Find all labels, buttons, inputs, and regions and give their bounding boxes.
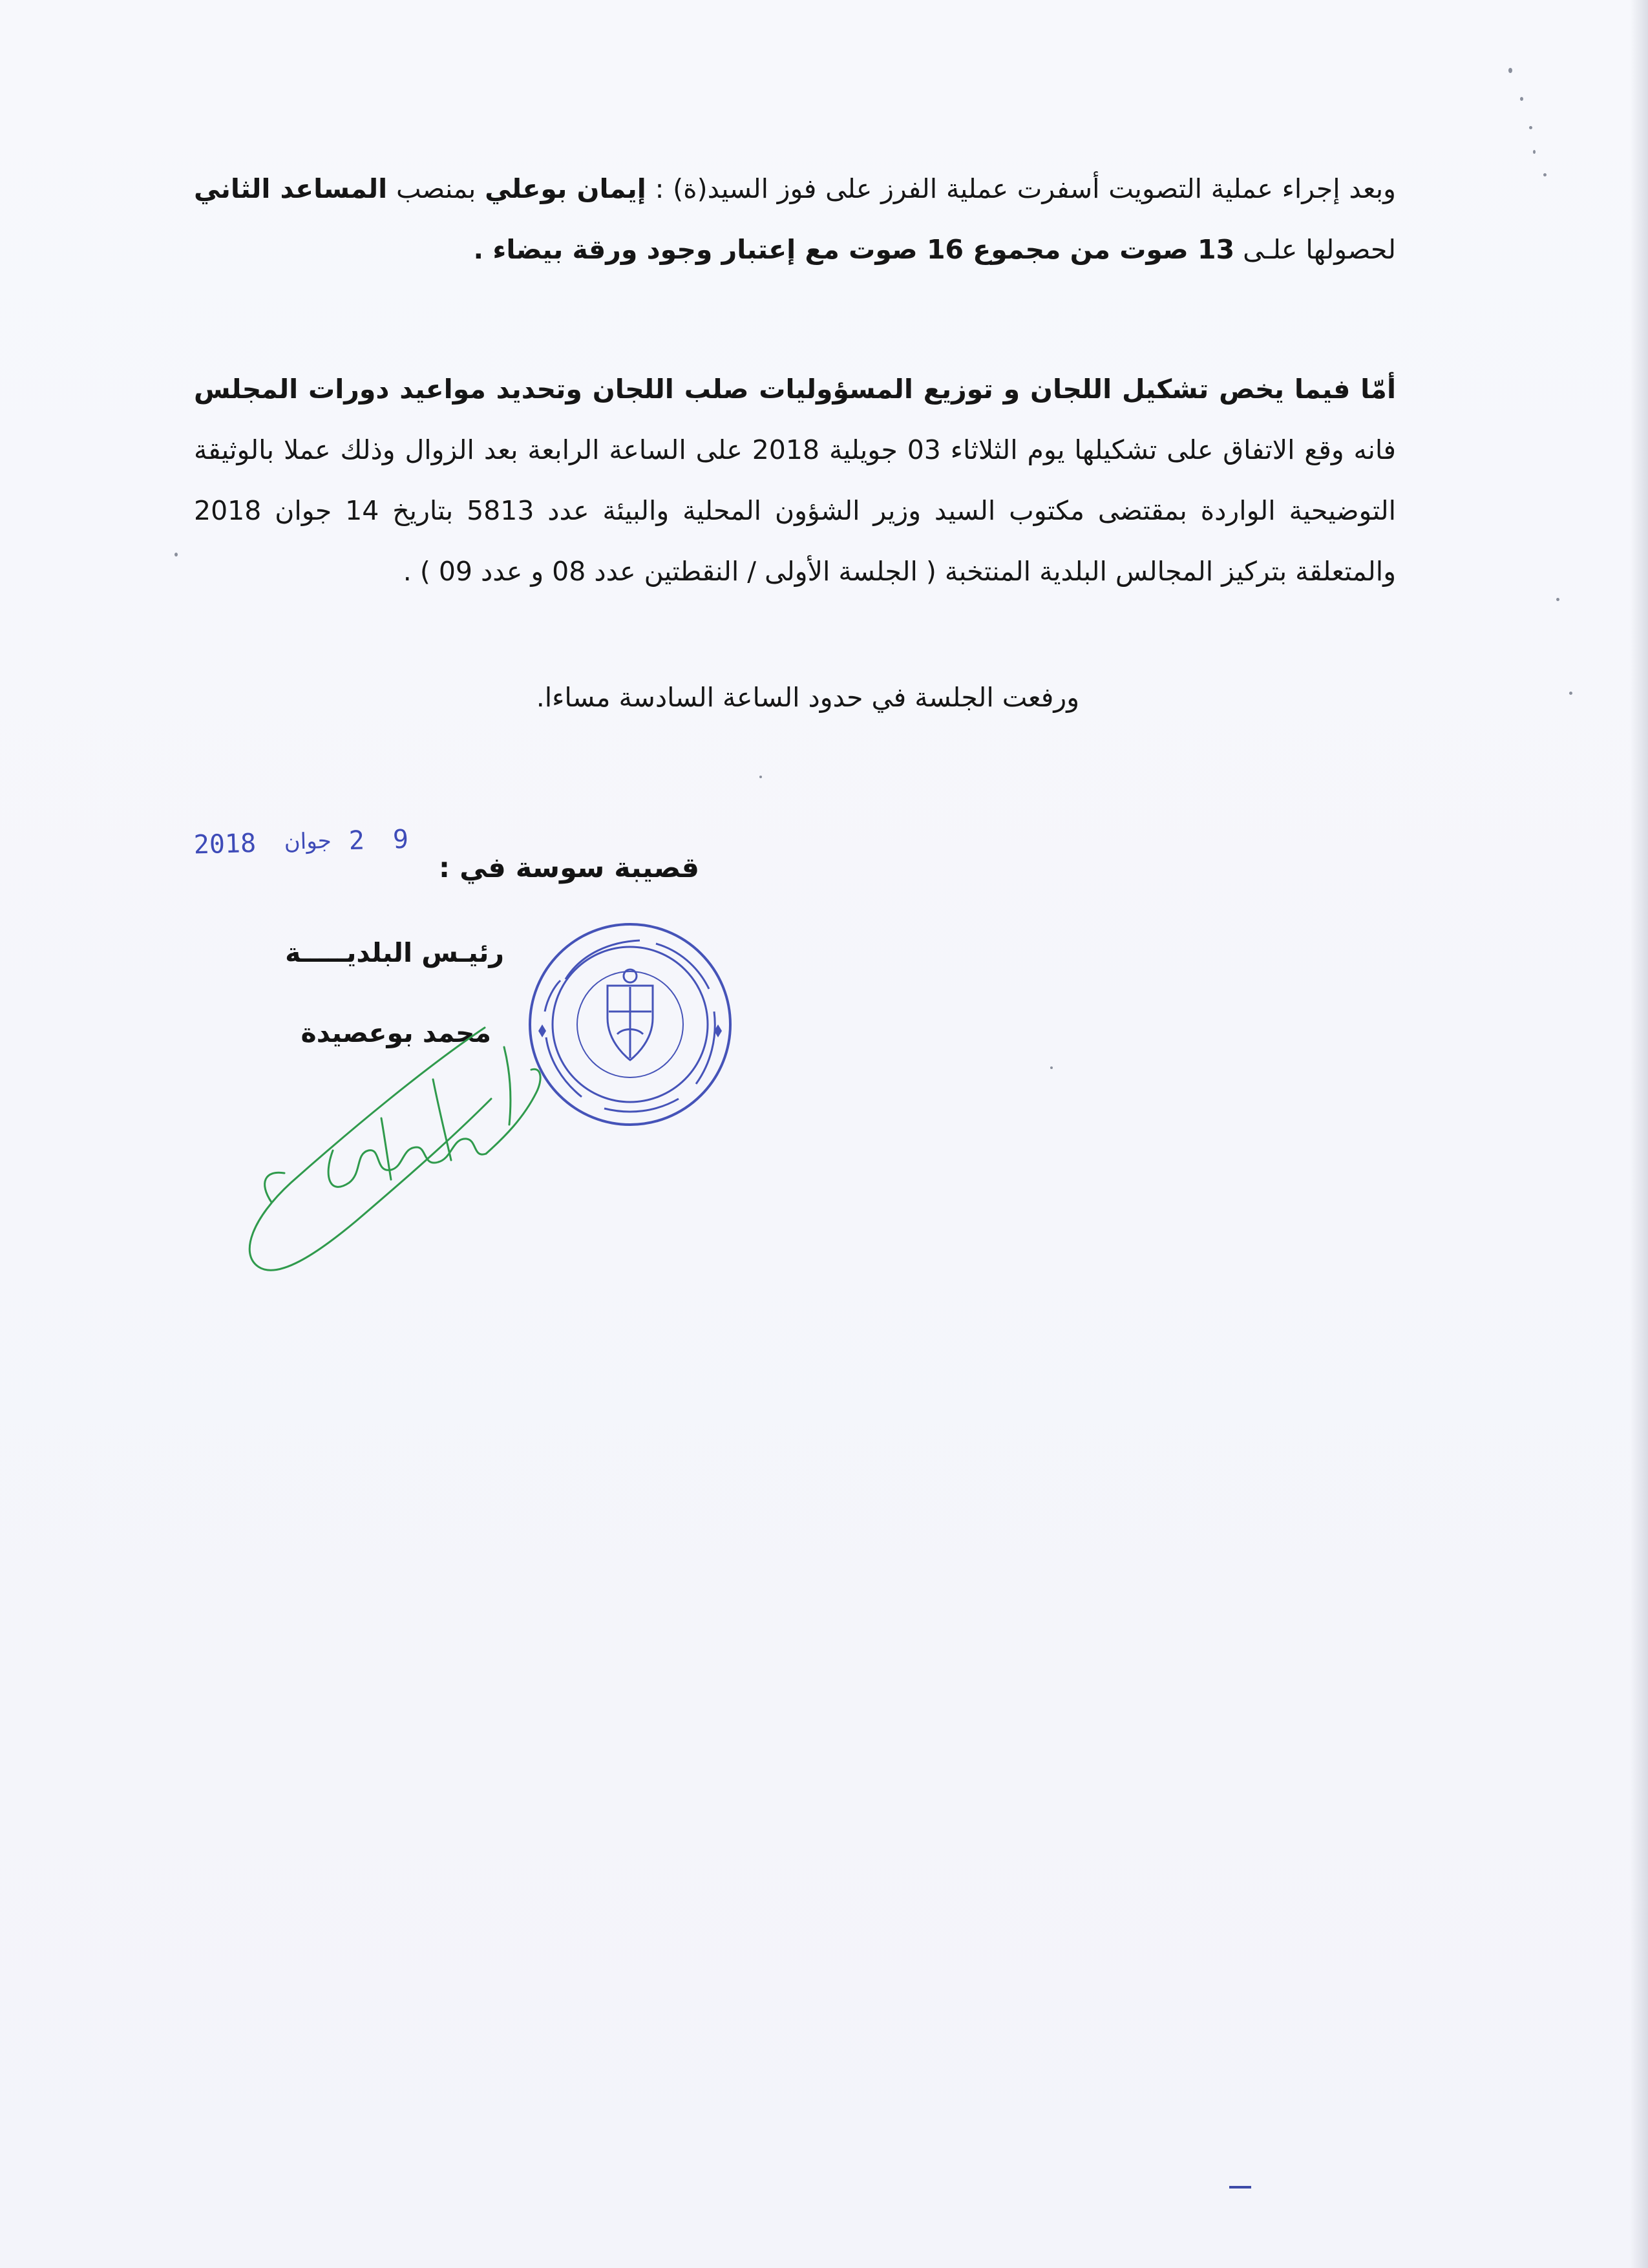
scan-speck bbox=[1543, 173, 1547, 176]
page-edge-shadow bbox=[1630, 0, 1648, 2268]
mayor-name: محمد بوعصيدة bbox=[301, 1017, 491, 1048]
date-stamp-year: 2018 bbox=[193, 828, 257, 860]
scan-speck bbox=[1569, 692, 1572, 695]
scan-speck bbox=[1508, 68, 1512, 73]
scan-speck bbox=[759, 776, 762, 778]
scan-speck bbox=[1050, 1066, 1053, 1069]
scan-speck bbox=[1529, 126, 1532, 129]
scan-speck bbox=[1520, 97, 1523, 101]
committees-body-text: فانه وقع الاتفاق على تشكيلها يوم الثلاثاء 03 جويلية 2018 على الساعة الرابعة بعد الزوال وذلك عملا بالوثيقة التوضيحية الواردة بمقتضى مكتوب السيد وزير الشؤون المحلية والبيئة عدد 5813 بتاريخ 14 جوان 2018 والمتعلقة بتركيز المجالس البلدية المنتخبة ( الجلسة الأولى / النقطتين عدد 08 و عدد 09 ) . bbox=[194, 434, 1396, 587]
scan-speck bbox=[1533, 150, 1536, 154]
committees-lead-text: أمّا فيما يخص تشكيل اللجان و توزيع المسؤوليات صلب اللجان وتحديد مواعيد دورات المجلس bbox=[194, 374, 1396, 405]
date-stamp-month: جوان bbox=[284, 827, 332, 855]
date-stamp-day: 2 9 bbox=[348, 824, 416, 856]
post-name: المساعد الثاني bbox=[194, 173, 388, 204]
winner-name: إيمان بوعلي bbox=[485, 173, 646, 204]
mayor-title: رئيـس البلديـــــة bbox=[285, 937, 504, 968]
scan-mark bbox=[1229, 2186, 1251, 2189]
votes-intro-text: لحصولها علـى bbox=[1243, 234, 1396, 265]
signature-icon bbox=[233, 989, 595, 1293]
scan-speck bbox=[174, 553, 178, 556]
post-intro-text: بمنصب bbox=[396, 173, 476, 204]
vote-count-text: 13 صوت من مجموع 16 صوت مع إعتبار وجود ورقة بيضاء . bbox=[473, 234, 1235, 265]
paragraph-vote-result bbox=[194, 158, 1396, 280]
scan-speck bbox=[1556, 598, 1559, 601]
date-stamp bbox=[193, 820, 414, 877]
place-date-label: قصيبة سوسة في : bbox=[438, 852, 699, 884]
paragraph-committees bbox=[194, 359, 1396, 602]
session-closing-text: ورفعت الجلسة في حدود الساعة السادسة مساءا. bbox=[536, 682, 1079, 713]
vote-intro-text: وبعد إجراء عملية التصويت أسفرت عملية الفرز على فوز السيد(ة) : bbox=[655, 173, 1396, 204]
